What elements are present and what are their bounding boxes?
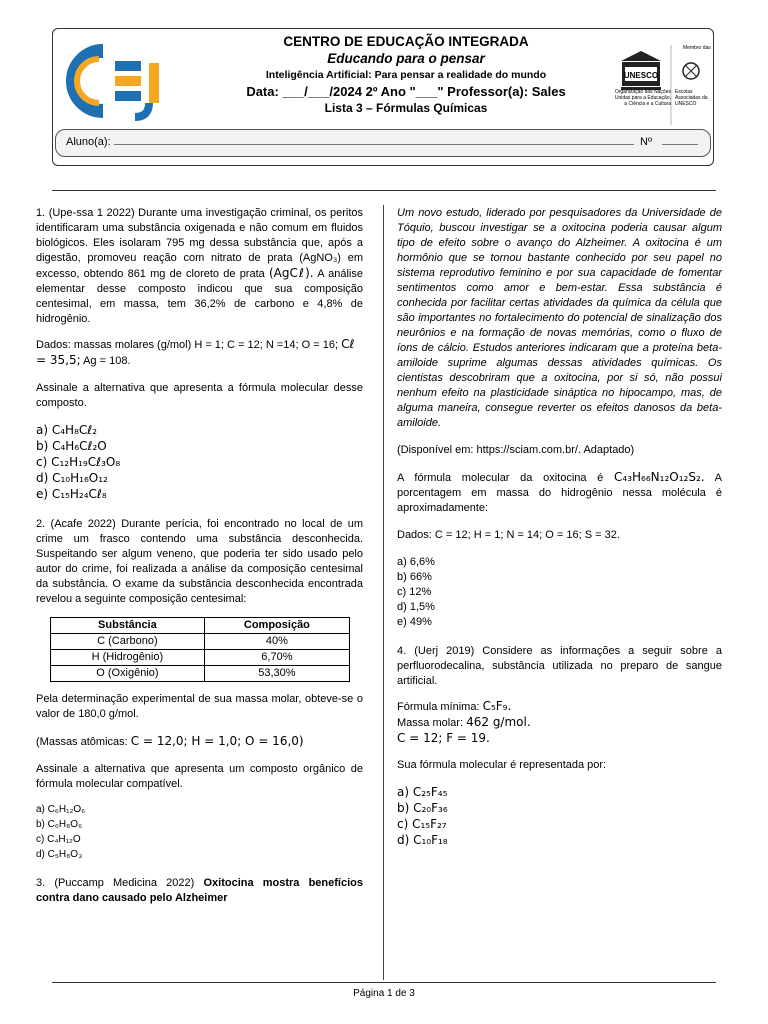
- student-number-field[interactable]: [662, 144, 698, 145]
- number-label: Nº: [640, 136, 652, 148]
- member-label: Membro das: [683, 45, 711, 51]
- table-row: C (Carbono) 40%: [50, 634, 349, 650]
- q1-option-b[interactable]: b) C₄H₆Cℓ₂O: [36, 439, 107, 453]
- q2-prompt: Assinale a alternativa que apresenta um composto orgânico de fórmula molecular compatível.: [36, 763, 363, 790]
- header-divider: [52, 190, 716, 191]
- q1-options: [36, 423, 363, 503]
- student-info-bar: [55, 129, 711, 157]
- q2-composition-table: [50, 617, 350, 682]
- q2-option-c[interactable]: c) C₄H₁₂O: [36, 834, 81, 845]
- q1-agcl: (AgCℓ).: [268, 266, 314, 280]
- q2-option-a[interactable]: a) C₆H₁₂O₆: [36, 804, 86, 815]
- table-header: Substância: [50, 618, 205, 634]
- q4-molar-mass: Massa molar: 462 g/mol.: [397, 715, 531, 729]
- q3-article: Um novo estudo, liderado por pesquisadores da Universidade de Tóquio, buscou investigar se a oxitocina poderia causar algum tipo de efeito sobre o avanço do Alzheimer. A oxitocina é um hormônio que se tornou bastante conhecido por seu papel no sistema reprodutivo feminino e por sua capacidade de fomentar sentimentos como amor e bem-estar. Essa substância é conhecida por facilitar certas atividades da química da célula que são importantes no fortalecimento do potencial de sinalização dos neurônios e na formação de novas memórias, como o fluxo de íons de cálcio. Estudos anteriores indicaram que a proteína beta-amiloide suprime algumas dessas atividades químicas. Os cientistas descobriram que a oxitocina, por si só, não possui nenhum efeito na plasticidade sináptica no hipocampo, mas, de alguma maneira, consegue reverter os efeitos danosos da beta-amiloide.: [397, 207, 722, 429]
- q3-option-e[interactable]: e) 49%: [397, 616, 432, 628]
- q2-option-d[interactable]: d) C₅H₈O₃: [36, 849, 83, 860]
- q3-source: (Disponível em: https://sciam.com.br/. Adaptado): [397, 444, 635, 456]
- q1-prompt: Assinale a alternativa que apresenta a fórmula molecular desse composto.: [36, 382, 363, 409]
- q4-prompt: Sua fórmula molecular é representada por:: [397, 759, 607, 771]
- unesco-org-text: Organização das Nações Unidas para a Educação, a Ciência e a Cultura: [614, 89, 671, 107]
- unesco-wordmark: UNESCO: [623, 71, 659, 80]
- page-number: Página 1 de 3: [353, 988, 415, 999]
- oxytocin-formula: C₄₃H₆₆N₁₂O₁₂S₂.: [614, 470, 705, 484]
- q3-option-a[interactable]: a) 6,6%: [397, 556, 435, 568]
- q3-data: Dados: C = 12; H = 1; N = 14; O = 16; S = 32.: [397, 529, 620, 541]
- q1-option-e[interactable]: e) C₁₅H₂₄Cℓ₈: [36, 487, 107, 501]
- header-titles: [203, 33, 609, 117]
- date-line: Data: ___/___/2024 2º Ano "___" Professor(a): Sales: [246, 84, 566, 99]
- q1-data: Dados: massas molares (g/mol) H = 1; C = 12; N =14; O = 16; Cℓ = 35,5; Ag = 108.: [36, 337, 355, 367]
- q1-option-d[interactable]: d) C₁₀H₁₆O₁₂: [36, 471, 108, 485]
- student-name-field[interactable]: [114, 144, 634, 145]
- q4-option-b[interactable]: b) C₂₀F₃₆: [397, 801, 448, 815]
- q4-option-a[interactable]: a) C₂₅F₄₅: [397, 785, 448, 799]
- q3-intro: 3. (Puccamp Medicina 2022) Oxitocina mostra benefícios contra dano causado pelo Alzheimer: [36, 877, 363, 904]
- column-divider: [383, 205, 384, 980]
- list-title: Lista 3 – Fórmulas Químicas: [324, 101, 488, 115]
- q4-options: [397, 785, 722, 849]
- footer-divider: [52, 982, 716, 983]
- q2-option-b[interactable]: b) C₆H₈O₆: [36, 819, 83, 830]
- q1-body: 1. (Upe-ssa 1 2022) Durante uma investigação criminal, os peritos identificaram uma substância oxigenada e não comum em fluidos biológicos. Eles isolaram 795 mg dessa substância que, após a digestão, promoveu reação com nitrato de prata (AgNO₃) em excesso, obtendo 861 mg de cloreto de prata (AgCℓ). A análise elementar desse composto indicou que sua composição centesimal, em massa, tem 36,2% de carbono e 4,8% de hidrogênio.: [36, 207, 363, 325]
- q4-option-d[interactable]: d) C₁₀F₁₈: [397, 833, 448, 847]
- q2-molar-mass: Pela determinação experimental de sua massa molar, obteve-se o valor de 180,0 g/mol.: [36, 693, 363, 720]
- school-motto: Educando para o pensar: [327, 51, 485, 66]
- right-column: [397, 206, 722, 849]
- q4-masses: C = 12; F = 19.: [397, 731, 490, 745]
- q3-option-b[interactable]: b) 66%: [397, 571, 432, 583]
- q1-option-a[interactable]: a) C₄H₈Cℓ₂: [36, 423, 98, 437]
- q3-formula-text: A fórmula molecular da oxitocina é C₄₃H₆₆N₁₂O₁₂S₂. A porcentagem em massa do hidrogênio nessa molécula é aproximadamente:: [397, 470, 723, 514]
- q1-option-c[interactable]: c) C₁₂H₁₉Cℓ₃O₈: [36, 455, 121, 469]
- page-header: [52, 28, 714, 166]
- unesco-schools-text: Escolas Associadas da UNESCO: [675, 89, 708, 107]
- q3-option-d[interactable]: d) 1,5%: [397, 601, 435, 613]
- q4-option-c[interactable]: c) C₁₅F₂₇: [397, 817, 447, 831]
- table-row: H (Hidrogênio) 6,70%: [50, 650, 349, 666]
- q2-masses: (Massas atômicas: C = 12,0; H = 1,0; O = 16,0): [36, 734, 304, 748]
- q4-body: 4. (Uerj 2019) Considere as informações a seguir sobre a perfluorodecalina, substância utilizada no preparo de sangue artificial.: [397, 645, 722, 687]
- q3-options: [397, 555, 722, 630]
- school-logo: [65, 41, 175, 121]
- table-header: Composição: [205, 618, 349, 634]
- subject-line: Inteligência Artificial: Para pensar a realidade do mundo: [265, 69, 547, 81]
- q2-body: 2. (Acafe 2022) Durante perícia, foi encontrado no local de um crime um frasco contendo uma substância desconhecida. Suspeitando ser algum veneno, que poderia ter sido usado pelo autor do crime, foi realizada a análise da composição centesimal da substância. O exame da substância desconhecida encontrada revelou a seguinte composição centesimal:: [36, 518, 363, 605]
- q4-min-formula: Fórmula mínima: C₅F₉.: [397, 699, 512, 713]
- q2-options: [36, 802, 363, 862]
- school-name: CENTRO DE EDUCAÇÃO INTEGRADA: [283, 34, 529, 49]
- q3-option-c[interactable]: c) 12%: [397, 586, 432, 598]
- left-column: [36, 206, 363, 906]
- unesco-logo: [611, 39, 711, 131]
- table-row: O (Oxigênio) 53,30%: [50, 666, 349, 682]
- student-label: Aluno(a):: [66, 136, 111, 148]
- q3-headline: Oxitocina mostra benefícios contra dano causado pelo Alzheimer: [36, 877, 363, 904]
